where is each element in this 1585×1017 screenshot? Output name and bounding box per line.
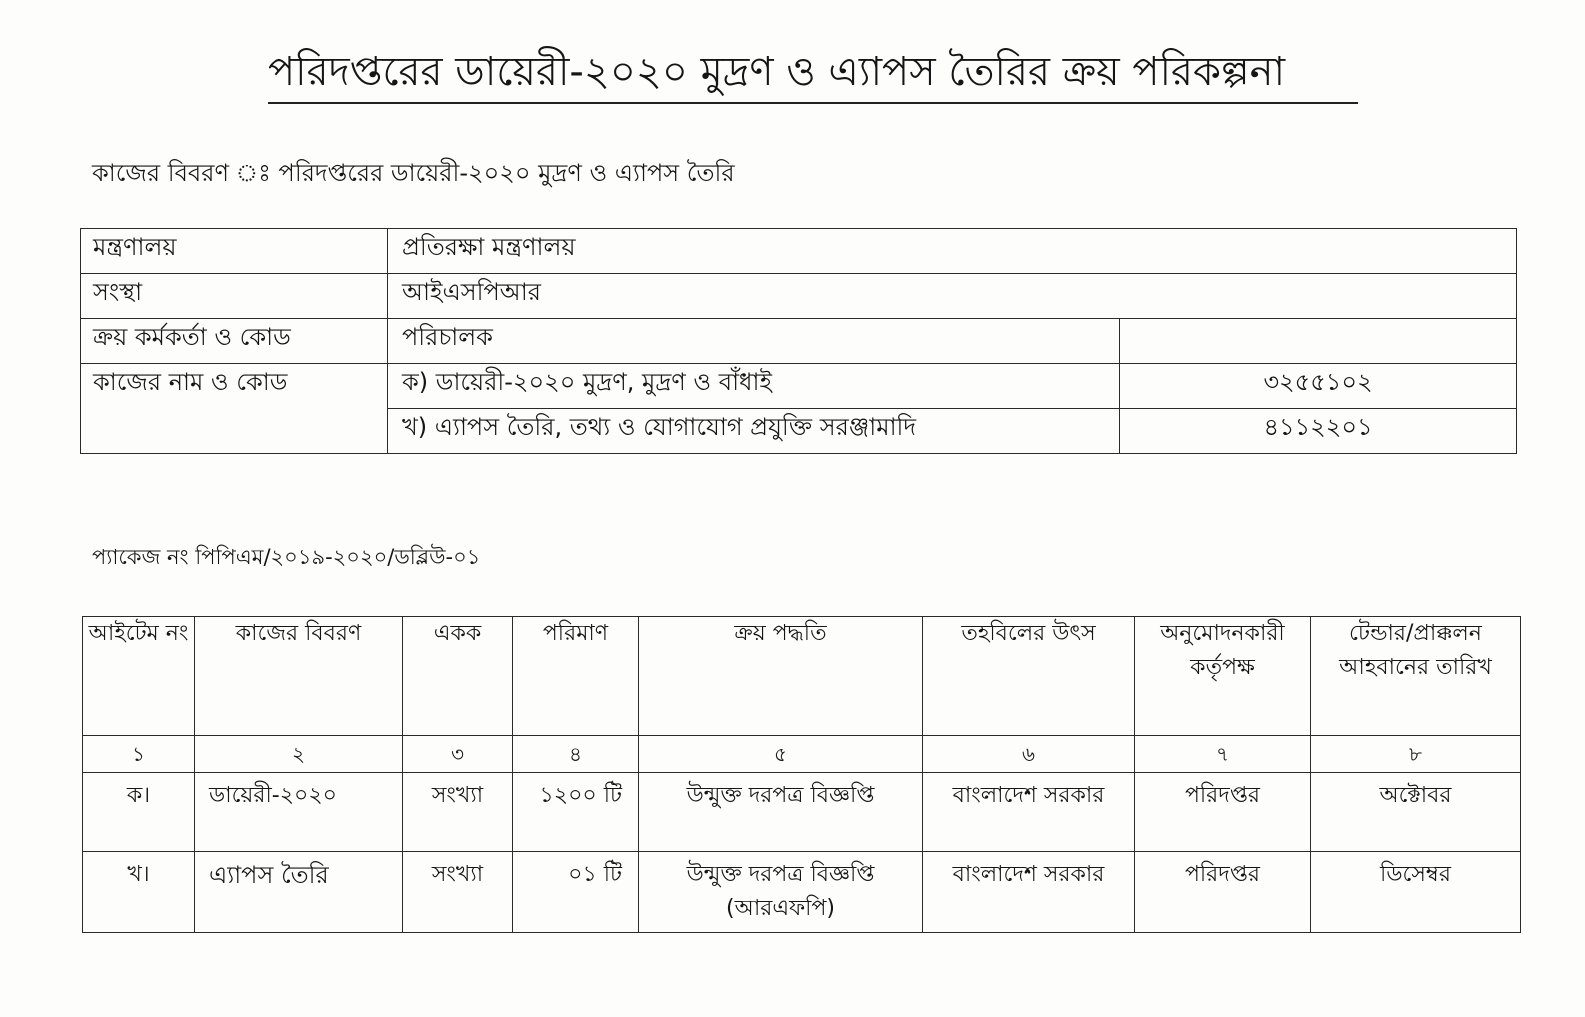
work-2-code: ৪১১২২০১ xyxy=(1120,409,1517,454)
info-row-officer xyxy=(81,319,1517,364)
table-row xyxy=(83,773,1521,852)
row-fund-source: বাংলাদেশ সরকার xyxy=(923,773,1135,852)
header-work-description: কাজের বিবরণ xyxy=(195,617,403,736)
row-tender-date: ডিসেম্বর xyxy=(1311,852,1521,933)
agency-value: আইএসপিআর xyxy=(388,274,1517,319)
package-number: প্যাকেজ নং পিপিএম/২০১৯-২০২০/ডব্লিউ-০১ xyxy=(92,545,481,569)
column-number: ৪ xyxy=(513,736,639,773)
column-number: ৫ xyxy=(639,736,923,773)
column-number: ৩ xyxy=(403,736,513,773)
officer-label: ক্রয় কর্মকর্তা ও কোড xyxy=(81,319,388,364)
header-tender-date: টেন্ডার/প্রাক্কলন আহবানের তারিখ xyxy=(1311,617,1521,736)
row-quantity: ০১ টি xyxy=(513,852,639,933)
info-row-agency xyxy=(81,274,1517,319)
work-name-label: কাজের নাম ও কোড xyxy=(81,364,388,454)
row-method-text: উন্মুক্ত দরপত্র বিজ্ঞপ্তি xyxy=(686,783,875,808)
procurement-table xyxy=(82,616,1521,933)
procurement-number-row xyxy=(83,736,1521,773)
column-number: ৬ xyxy=(923,736,1135,773)
row-description: ডায়েরী-২০২০ xyxy=(195,773,403,852)
header-procurement-method: ক্রয় পদ্ধতি xyxy=(639,617,923,736)
table-row xyxy=(83,852,1521,933)
info-row-work-1 xyxy=(81,364,1517,409)
row-method-note: (আরএফপি) xyxy=(726,896,835,921)
row-tender-date: অক্টোবর xyxy=(1311,773,1521,852)
row-unit: সংখ্যা xyxy=(403,852,513,933)
header-item-no: আইটেম নং xyxy=(83,617,195,736)
officer-value: পরিচালক xyxy=(388,319,1120,364)
row-approver: পরিদপ্তর xyxy=(1135,773,1311,852)
header-unit: একক xyxy=(403,617,513,736)
work-1-name: ক) ডায়েরী-২০২০ মুদ্রণ, মুদ্রণ ও বাঁধাই xyxy=(388,364,1120,409)
column-number: ৭ xyxy=(1135,736,1311,773)
row-item-no: ক। xyxy=(83,773,195,852)
officer-code xyxy=(1120,319,1517,364)
column-number: ১ xyxy=(83,736,195,773)
row-method-text: উন্মুক্ত দরপত্র বিজ্ঞপ্তি xyxy=(686,862,875,887)
row-quantity: ১২০০ টি xyxy=(513,773,639,852)
info-table xyxy=(80,228,1517,454)
document-title: পরিদপ্তরের ডায়েরী-২০২০ মুদ্রণ ও এ্যাপস তৈরির ক্রয় পরিকল্পনা xyxy=(268,44,1358,104)
agency-label: সংস্থা xyxy=(81,274,388,319)
row-method xyxy=(639,773,923,852)
header-fund-source: তহবিলের উৎস xyxy=(923,617,1135,736)
header-quantity: পরিমাণ xyxy=(513,617,639,736)
work-1-code: ৩২৫৫১০২ xyxy=(1120,364,1517,409)
row-fund-source: বাংলাদেশ সরকার xyxy=(923,852,1135,933)
info-row-ministry xyxy=(81,229,1517,274)
row-item-no: খ। xyxy=(83,852,195,933)
work-2-name: খ) এ্যাপস তৈরি, তথ্য ও যোগাযোগ প্রযুক্তি সরঞ্জামাদি xyxy=(388,409,1120,454)
work-description: কাজের বিবরণ ঃ পরিদপ্তরের ডায়েরী-২০২০ মুদ্রণ ও এ্যাপস তৈরি xyxy=(92,159,735,187)
row-description: এ্যাপস তৈরি xyxy=(195,852,403,933)
ministry-label: মন্ত্রণালয় xyxy=(81,229,388,274)
row-approver: পরিদপ্তর xyxy=(1135,852,1311,933)
header-approving-authority: অনুমোদনকারী কর্তৃপক্ষ xyxy=(1135,617,1311,736)
column-number: ৮ xyxy=(1311,736,1521,773)
row-method xyxy=(639,852,923,933)
column-number: ২ xyxy=(195,736,403,773)
ministry-value: প্রতিরক্ষা মন্ত্রণালয় xyxy=(388,229,1517,274)
procurement-header-row xyxy=(83,617,1521,736)
row-unit: সংখ্যা xyxy=(403,773,513,852)
